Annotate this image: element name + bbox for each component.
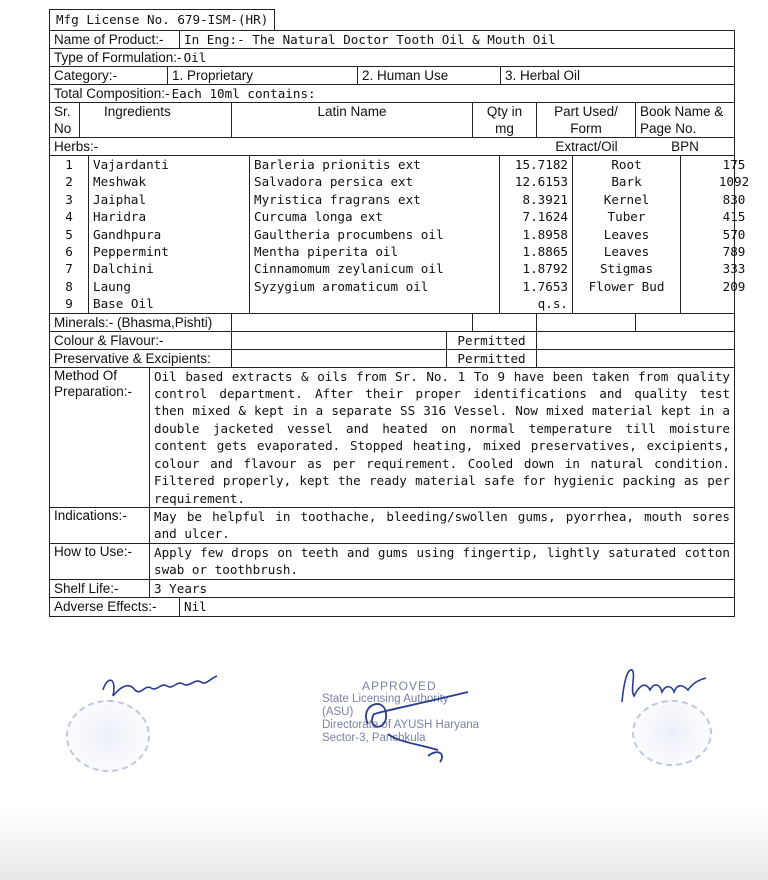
formulation-label: Type of Formulation:- [54,50,182,65]
method-label: Method Of Preparation:- [50,368,150,507]
ingredient-part-used: Stigmas [573,260,681,277]
ingredient-sr: 1 [50,156,89,173]
ingredient-part-used: Leaves [573,243,681,260]
ingredient-name: Haridra [89,208,250,225]
ingredient-page: 175 [722,157,746,172]
ingredient-name: Peppermint [89,243,250,260]
ingredient-part-used: Bark [573,173,681,190]
adverse-effects-value: Nil [184,598,207,614]
ingredient-latin-name: Mentha piperita oil [250,243,500,260]
ingredient-qty: 1.7653 [500,278,573,295]
ingredient-name: Meshwak [89,173,250,190]
product-name: In Eng:- The Natural Doctor Tooth Oil & Mouth Oil [184,32,556,47]
ingredient-latin-name: Barleria prionitis ext [250,156,500,173]
how-to-use-text: Apply few drops on teeth and gums using fingertip, lightly saturated cotton swab or toothbrush. [154,544,730,578]
ingredient-row [50,260,768,277]
composition-value: Each 10ml contains: [171,86,316,101]
ingredient-sr: 5 [50,226,89,243]
adverse-effects-row [50,598,734,616]
ingredient-part-used: Flower Bud [573,278,681,295]
ingredient-qty: 8.3921 [500,191,573,208]
formulation-value: Oil [183,50,207,65]
ingredient-page: 830 [722,191,746,207]
ingredient-name: Laung [89,278,250,295]
ingredient-name: Dalchini [89,260,250,277]
adverse-effects-label: Adverse Effects:- [50,598,180,616]
indications-row [50,508,734,544]
minerals-label: Minerals:- (Bhasma,Pishti) [50,314,232,331]
ingredient-page: 415 [722,209,746,225]
ingredient-row [50,156,768,173]
ingredient-sr: 7 [50,260,89,277]
colour-label: Colour & Flavour:- [50,332,232,349]
ingredient-page: 209 [722,278,746,294]
page-edge-shadow [0,810,768,880]
bpn-label: BPN [671,139,699,154]
ingredients-header [50,103,734,138]
herbs-subheader [50,138,734,156]
ingredient-sr: 3 [50,191,89,208]
ingredient-sr: 8 [50,278,89,295]
ingredient-qty: 1.8958 [500,226,573,243]
approval-signature [328,684,488,764]
colour-row [50,332,734,350]
minerals-row [50,314,734,332]
ingredient-row [50,208,768,225]
herbs-label: Herbs:- [54,139,99,154]
method-text: Oil based extracts & oils from Sr. No. 1 To 9 have been taken from quality control department. After their proper identifications and quality test then mixed & kept in a separate SS 316 Vessel. Now mixed material kept in a double jacketed vessel and heated on normal temperature till moisture content gets evaporated. Stopped heating, mixed preservatives, excipients, colour and flavour as per requirement. Cooled down in natural condition. Filtered properly, kept the ready material safe for hygienic packing as per requirement. [154,368,730,506]
header-qty: Qty in mg [473,103,537,137]
approval-line-1: State Licensing Authority (ASU) [322,693,449,718]
ingredient-qty: 1.8865 [500,243,573,260]
ingredient-row [50,173,768,190]
indications-text: May be helpful in toothache, bleeding/swollen gums, pyorrhea, mouth sores and ulcer. [154,508,730,542]
indications-label: Indications:- [50,508,150,543]
header-part-used: Part Used/ Form [537,103,636,137]
ingredient-row [50,243,768,260]
ingredient-row [50,226,768,243]
ingredient-row [50,278,768,295]
ingredient-name: Jaiphal [89,191,250,208]
method-row [50,368,734,508]
header-latin-name: Latin Name [232,103,473,137]
shelf-life-label: Shelf Life:- [50,580,150,597]
formulation-table [49,30,750,617]
ingredient-part-used: Leaves [573,226,681,243]
ingredient-name: Gandhpura [89,226,250,243]
ingredient-sr: 6 [50,243,89,260]
how-to-use-label: How to Use:- [50,544,150,579]
extract-oil-label: Extract/Oil [555,139,618,154]
ingredient-page: 1092 [718,174,750,190]
header-book-name: Book Name & Page No. [640,104,724,136]
ingredient-latin-name: Gaultheria procumbens oil [250,226,500,243]
ingredients-body [50,156,750,314]
ingredient-latin-name: Cinnamomum zeylanicum oil [250,260,500,277]
composition-row [50,85,734,103]
ingredient-part-used [573,295,681,312]
ingredient-part-used: Tuber [573,208,681,225]
ingredient-qty: q.s. [500,295,573,312]
ingredient-row [50,191,768,208]
shelf-life-value: 3 Years [154,580,208,596]
ingredient-qty: 1.8792 [500,260,573,277]
product-row [50,31,734,49]
ingredient-latin-name: Myristica fragrans ext [250,191,500,208]
header-ingredients: Ingredients [80,103,232,137]
ingredient-qty: 15.7182 [500,156,573,173]
ingredient-name: Vajardanti [89,156,250,173]
license-document [49,9,750,617]
ingredient-qty: 7.1624 [500,208,573,225]
preservative-row [50,350,734,368]
ingredient-sr: 2 [50,173,89,190]
ingredient-page: 570 [722,226,746,242]
ingredient-page: 333 [722,261,746,277]
how-to-use-row [50,544,734,580]
license-number: Mfg License No. 679-ISM-(HR) [49,9,275,30]
right-signature [612,660,712,710]
approval-line-2: Directorate of AYUSH Haryana [322,719,480,731]
ingredient-page: 789 [722,244,746,260]
category-row [50,67,734,85]
ingredient-row [50,295,768,312]
ingredient-part-used: Kernel [573,191,681,208]
ingredients-table [50,156,768,313]
ingredient-sr: 9 [50,295,89,312]
ingredient-page [681,295,768,312]
ingredient-latin-name: Curcuma longa ext [250,208,500,225]
category-item-herbal-oil: 3. Herbal Oil [505,68,581,83]
ingredient-part-used: Root [573,156,681,173]
ingredient-latin-name: Syzygium aromaticum oil [250,278,500,295]
ingredient-latin-name: Salvadora persica ext [250,173,500,190]
composition-label: Total Composition:- [54,86,170,101]
product-label: Name of Product:- [50,31,180,48]
left-signature [95,668,225,708]
left-seal-stamp [66,700,150,772]
ingredient-latin-name [250,295,500,312]
preservative-label: Preservative & Excipients: [50,350,232,367]
category-label: Category:- [50,67,168,84]
ingredient-name: Base Oil [89,295,250,312]
approved-word: APPROVED [362,679,437,693]
ingredient-sr: 4 [50,208,89,225]
preservative-value: Permitted [447,350,537,367]
colour-value: Permitted [447,332,537,349]
shelf-life-row [50,580,734,598]
formulation-row [50,49,734,67]
category-item-proprietary: 1. Proprietary [168,67,358,84]
ingredient-qty: 12.6153 [500,173,573,190]
category-item-human-use: 2. Human Use [358,67,501,84]
approval-line-3: Sector-3, Panchkula [322,732,426,744]
header-sr: Sr. No [50,103,80,137]
